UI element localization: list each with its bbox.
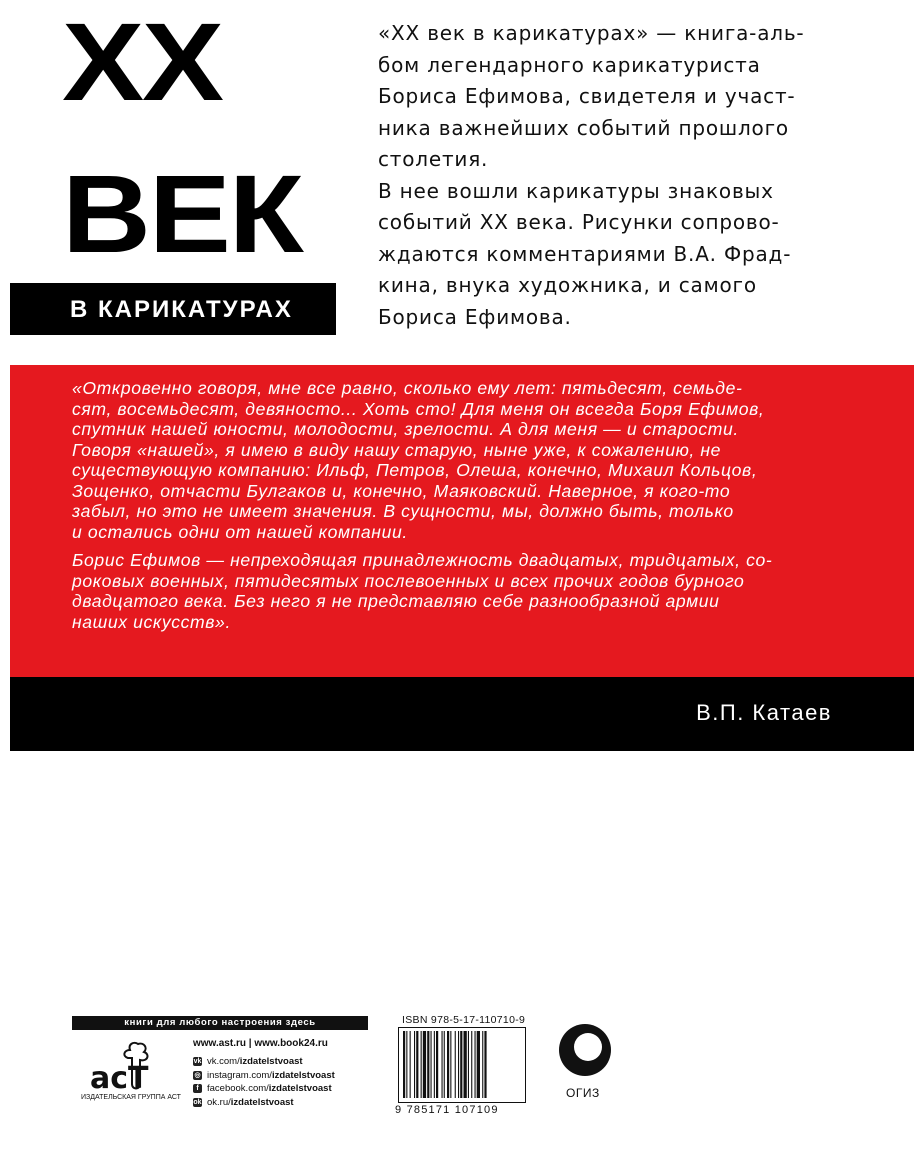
barcode-bar — [450, 1031, 451, 1098]
social-prefix: vk.com/ — [207, 1056, 240, 1068]
social-handle: izdatelstvoast — [239, 1056, 303, 1068]
barcode-bar — [444, 1031, 445, 1098]
barcode-bar — [403, 1031, 405, 1098]
ast-logo-text: acT — [90, 1061, 149, 1096]
description-line: ждаются комментариями В.А. Фрад- — [378, 241, 792, 266]
description-line: событий XX века. Рисунки сопрово- — [378, 210, 780, 234]
facebook-icon: f — [193, 1084, 202, 1093]
quote-line: роковых военных, пятидесятых послевоенных и всех прочих годов бурного — [72, 570, 745, 591]
title-line-vek: ВЕК — [62, 153, 302, 276]
social-link-ok[interactable] — [193, 1096, 335, 1110]
description-line: кина, внука художника, и самого — [378, 273, 757, 297]
barcode-bar — [484, 1031, 486, 1098]
social-prefix: facebook.com/ — [207, 1083, 269, 1095]
social-handle: izdatelstvoast — [271, 1069, 335, 1081]
social-prefix: instagram.com/ — [207, 1069, 272, 1081]
quote-text — [72, 378, 852, 640]
title-line-xx: XX — [62, 1, 222, 124]
quote-paragraph — [72, 550, 852, 632]
quote-author: В.П. Катаев — [696, 700, 832, 725]
quote-line: «Откровенно говоря, мне все равно, сколько ему лет: пятьдесят, семьде- — [72, 378, 743, 398]
barcode-bar — [421, 1031, 422, 1098]
barcode-bar — [434, 1031, 435, 1098]
quote-line: Говоря «нашей», я имею в виду нашу старую, ныне уже, к сожалению, не — [72, 439, 722, 460]
imprint-name: ОГИЗ — [566, 1086, 600, 1100]
description-line: столетия. — [378, 147, 489, 171]
social-handle: izdatelstvoast — [230, 1096, 294, 1108]
publisher-slogan: книги для любого настроения здесь — [124, 1017, 316, 1028]
publisher-group-name: ИЗДАТЕЛЬСКАЯ ГРУППА АСТ — [81, 1094, 181, 1101]
description-line: бом легендарного карикатуриста — [378, 52, 761, 77]
isbn: ISBN 978-5-17-110710-9 — [402, 1014, 526, 1026]
barcode-bar — [423, 1031, 426, 1098]
barcode-bars — [399, 1028, 524, 1101]
social-links — [193, 1055, 335, 1109]
barcode-bar — [427, 1031, 429, 1098]
barcode-bar — [442, 1031, 443, 1098]
ogiz-logo-icon — [554, 1020, 616, 1080]
description-line: Бориса Ефимова, свидетеля и участ- — [378, 84, 796, 108]
social-prefix: ok.ru/ — [207, 1096, 231, 1108]
barcode-bar — [471, 1031, 472, 1098]
barcode-bar — [436, 1031, 438, 1098]
barcode-bar — [410, 1031, 411, 1098]
barcode-bar — [455, 1031, 456, 1098]
book-description — [378, 18, 848, 333]
subtitle: В КАРИКАТУРАХ — [70, 296, 293, 323]
instagram-icon: ◎ — [194, 1071, 201, 1079]
quote-paragraph — [72, 378, 852, 542]
description-line: В нее вошли карикатуры знаковых — [378, 178, 774, 203]
barcode-bar — [460, 1031, 462, 1098]
barcode-bar — [416, 1031, 418, 1098]
barcode-bar — [464, 1031, 467, 1098]
barcode — [398, 1027, 526, 1103]
quote-line: двадцатого века. Без него я не представляю себе разнообразной армии — [72, 591, 720, 611]
quote-line: спутник нашей юности, молодости, зрелости. А для меня — и старости. — [72, 419, 739, 439]
quote-line: забыл, но это не имеет значения. В сущности, мы, должно быть, только — [72, 501, 734, 521]
quote-line: Борис Ефимов — непреходящая принадлежность двадцатых, тридцатых, со- — [72, 550, 773, 570]
odnoklassniki-icon: ok — [193, 1098, 202, 1106]
description-line: ника важнейших событий прошлого — [378, 115, 789, 140]
barcode-digits: 9 785171 107109 — [395, 1104, 499, 1116]
barcode-bar — [447, 1031, 449, 1098]
barcode-bar — [414, 1031, 415, 1098]
description-line: «XX век в карикатурах» — книга-аль- — [378, 21, 805, 45]
social-link-facebook[interactable] — [193, 1082, 335, 1096]
barcode-bar — [458, 1031, 459, 1098]
barcode-bar — [477, 1031, 480, 1098]
barcode-bar — [482, 1031, 483, 1098]
barcode-bar — [475, 1031, 476, 1098]
quote-line: Зощенко, отчасти Булгаков и, конечно, Маяковский. Наверное, я кого-то — [72, 480, 731, 501]
quote-line: сят, восемьдесят, девяносто... Хоть сто! Для меня он всегда Боря Ефимов, — [72, 398, 765, 419]
vk-icon: vk — [193, 1058, 202, 1066]
publisher-websites[interactable]: www.ast.ru | www.book24.ru — [193, 1038, 328, 1049]
social-link-instagram[interactable] — [193, 1069, 335, 1083]
social-handle: izdatelstvoast — [268, 1083, 332, 1095]
quote-line: существующую компанию: Ильф, Петров, Олеша, конечно, Михаил Кольцов, — [72, 460, 758, 480]
ast-logo — [88, 1038, 168, 1096]
barcode-bar — [431, 1031, 432, 1098]
description-line: Бориса Ефимова. — [378, 304, 572, 329]
quote-line: наших искусств». — [72, 611, 231, 632]
quote-line: и остались одни от нашей компании. — [72, 521, 408, 542]
social-link-vk[interactable] — [193, 1055, 335, 1069]
barcode-bar — [468, 1031, 469, 1098]
barcode-bar — [406, 1031, 407, 1098]
